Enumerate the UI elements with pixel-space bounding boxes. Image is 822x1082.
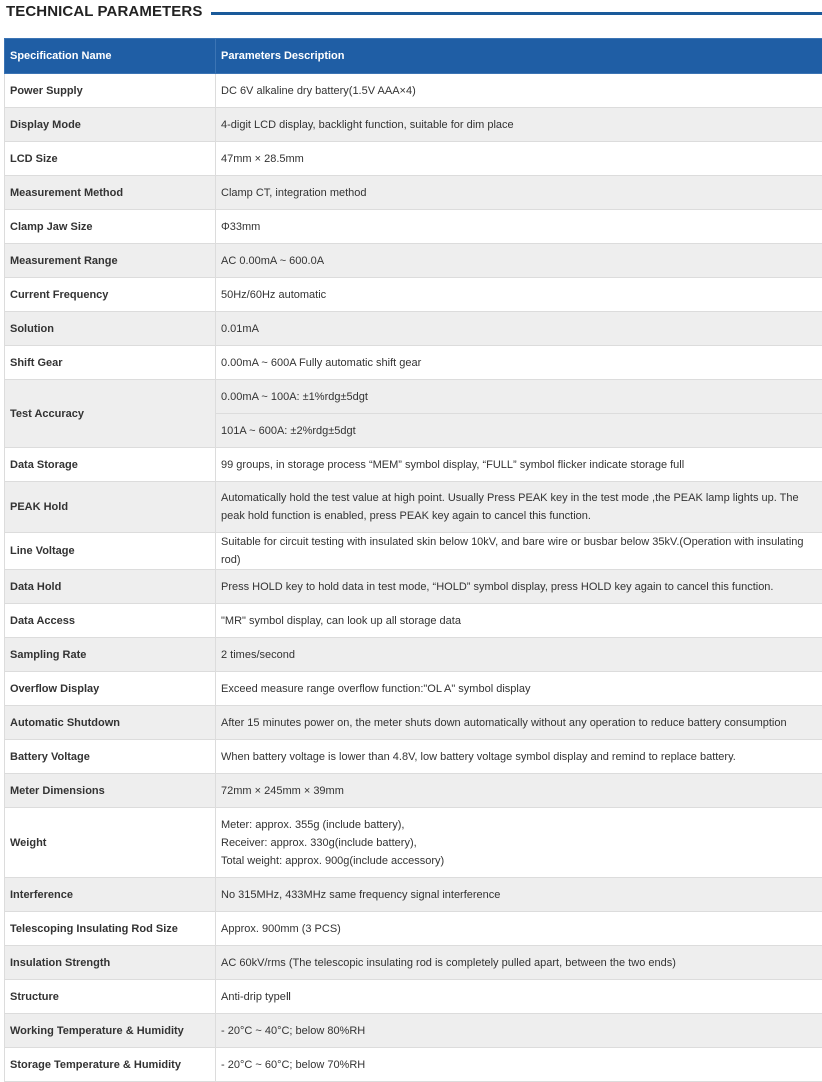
table-row [5, 108, 822, 142]
spec-name: Storage Temperature & Humidity [5, 1048, 216, 1082]
spec-name: Weight [5, 808, 216, 878]
page-title: TECHNICAL PARAMETERS [6, 3, 202, 20]
spec-name: Meter Dimensions [5, 774, 216, 808]
spec-value: When battery voltage is lower than 4.8V, low battery voltage symbol display and remind to replace battery. [216, 740, 822, 774]
table-row [5, 448, 822, 482]
spec-value: Approx. 900mm (3 PCS) [216, 912, 822, 946]
section-header [0, 0, 822, 38]
spec-value: No 315MHz, 433MHz same frequency signal interference [216, 878, 822, 912]
spec-value: 50Hz/60Hz automatic [216, 278, 822, 312]
table-row [5, 142, 822, 176]
spec-value: - 20°C ~ 40°C; below 80%RH [216, 1014, 822, 1048]
spec-name: Interference [5, 878, 216, 912]
spec-value: Φ33mm [216, 210, 822, 244]
table-row [5, 1048, 822, 1082]
header-divider [211, 12, 822, 15]
spec-name: Measurement Range [5, 244, 216, 278]
table-row [5, 946, 822, 980]
spec-name: Solution [5, 312, 216, 346]
table-row [5, 278, 822, 312]
spec-name: Current Frequency [5, 278, 216, 312]
table-row [5, 346, 822, 380]
spec-value: Anti-drip typeⅡ [216, 980, 822, 1014]
spec-name: Shift Gear [5, 346, 216, 380]
column-header-spec-name: Specification Name [5, 39, 216, 74]
spec-name: Test Accuracy [5, 380, 216, 448]
spec-value: DC 6V alkaline dry battery(1.5V AAA×4) [216, 74, 822, 108]
spec-name: PEAK Hold [5, 482, 216, 533]
spec-value-line: Receiver: approx. 330g(include battery), [221, 834, 818, 852]
spec-name: Measurement Method [5, 176, 216, 210]
spec-name: Insulation Strength [5, 946, 216, 980]
spec-value: After 15 minutes power on, the meter shuts down automatically without any operation to reduce battery consumption [216, 706, 822, 740]
spec-table [4, 38, 822, 1082]
spec-name: Sampling Rate [5, 638, 216, 672]
table-row [5, 740, 822, 774]
spec-value: - 20°C ~ 60°C; below 70%RH [216, 1048, 822, 1082]
spec-name: Line Voltage [5, 533, 216, 570]
table-row [5, 774, 822, 808]
spec-name: LCD Size [5, 142, 216, 176]
spec-name: Overflow Display [5, 672, 216, 706]
table-row [5, 706, 822, 740]
spec-name: Automatic Shutdown [5, 706, 216, 740]
spec-value: Automatically hold the test value at high point. Usually Press PEAK key in the test mode ,the PEAK lamp lights up. The peak hold function is enabled, press PEAK key again to cancel this function. [216, 482, 822, 533]
spec-name: Display Mode [5, 108, 216, 142]
spec-value: 4-digit LCD display, backlight function, suitable for dim place [216, 108, 822, 142]
spec-value: "MR" symbol display, can look up all storage data [216, 604, 822, 638]
table-header-row [5, 39, 822, 74]
spec-value: AC 60kV/rms (The telescopic insulating rod is completely pulled apart, between the two ends) [216, 946, 822, 980]
table-row [5, 482, 822, 533]
table-row [5, 980, 822, 1014]
table-row [5, 808, 822, 878]
spec-value: 0.00mA ~ 600A Fully automatic shift gear [216, 346, 822, 380]
spec-value: 0.01mA [216, 312, 822, 346]
spec-name: Clamp Jaw Size [5, 210, 216, 244]
spec-value-line: Meter: approx. 355g (include battery), [221, 816, 818, 834]
spec-value: Clamp CT, integration method [216, 176, 822, 210]
table-row [5, 74, 822, 108]
table-row [5, 604, 822, 638]
spec-name: Data Hold [5, 570, 216, 604]
spec-name: Power Supply [5, 74, 216, 108]
spec-name: Battery Voltage [5, 740, 216, 774]
table-row [5, 672, 822, 706]
spec-value: 72mm × 245mm × 39mm [216, 774, 822, 808]
table-row [5, 570, 822, 604]
table-row [5, 533, 822, 570]
table-row [5, 638, 822, 672]
table-row [5, 244, 822, 278]
table-row [5, 380, 822, 414]
table-row [5, 878, 822, 912]
spec-value: Exceed measure range overflow function:"OL A" symbol display [216, 672, 822, 706]
spec-value: AC 0.00mA ~ 600.0A [216, 244, 822, 278]
spec-name: Working Temperature & Humidity [5, 1014, 216, 1048]
table-row [5, 312, 822, 346]
spec-value [216, 808, 822, 878]
spec-value: Press HOLD key to hold data in test mode, “HOLD” symbol display, press HOLD key again to cancel this function. [216, 570, 822, 604]
table-row [5, 176, 822, 210]
spec-name: Structure [5, 980, 216, 1014]
spec-name: Telescoping Insulating Rod Size [5, 912, 216, 946]
spec-name: Data Storage [5, 448, 216, 482]
table-row [5, 912, 822, 946]
spec-value: 47mm × 28.5mm [216, 142, 822, 176]
spec-name: Data Access [5, 604, 216, 638]
table-row [5, 1014, 822, 1048]
spec-value: 2 times/second [216, 638, 822, 672]
spec-value: Suitable for circuit testing with insulated skin below 10kV, and bare wire or busbar below 35kV.(Operation with insulating rod) [216, 533, 822, 570]
spec-value-line: Total weight: approx. 900g(include accessory) [221, 852, 818, 870]
spec-value: 101A ~ 600A: ±2%rdg±5dgt [216, 414, 822, 448]
spec-value: 0.00mA ~ 100A: ±1%rdg±5dgt [216, 380, 822, 414]
table-row [5, 210, 822, 244]
column-header-param-desc: Parameters Description [216, 39, 822, 74]
spec-value: 99 groups, in storage process “MEM” symbol display, “FULL” symbol flicker indicate storage full [216, 448, 822, 482]
